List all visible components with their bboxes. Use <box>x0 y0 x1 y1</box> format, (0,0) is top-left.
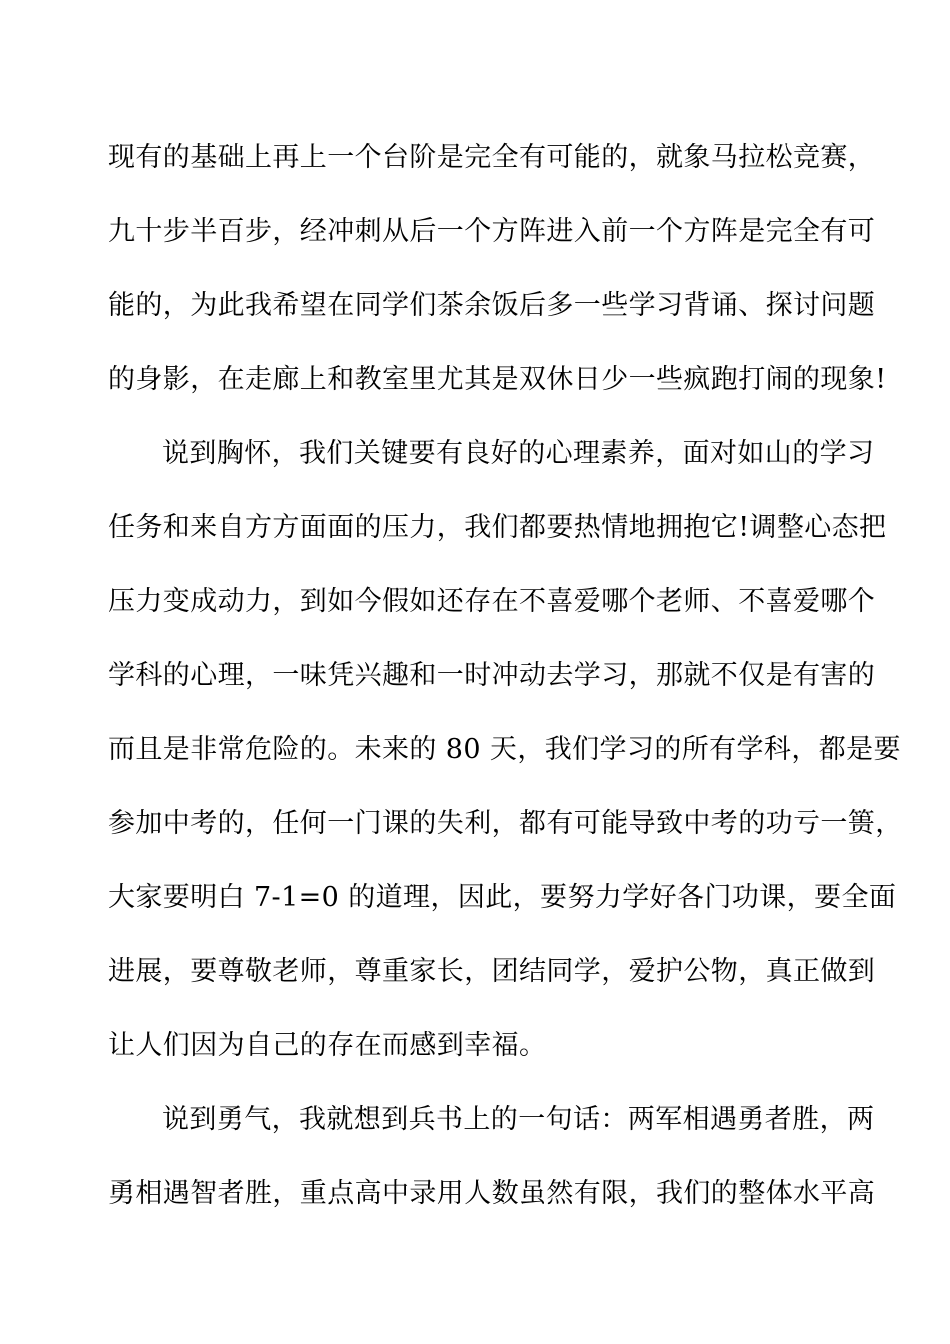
text-line: 任务和来自方方面面的压力，我们都要热情地拥抱它!调整心态把 <box>108 512 887 543</box>
text-line: 而且是非常危险的。未来的 80 天，我们学习的所有学科，都是要 <box>108 734 901 765</box>
text-line: 让人们因为自己的存在而感到幸福。 <box>108 1030 547 1061</box>
text-line: 进展，要尊敬老师，尊重家长，团结同学，爱护公物，真正做到 <box>108 956 876 987</box>
text-line: 现有的基础上再上一个台阶是完全有可能的，就象马拉松竞赛， <box>108 142 876 173</box>
text-line: 参加中考的，任何一门课的失利，都有可能导致中考的功亏一篑， <box>108 808 903 839</box>
document-body <box>108 130 903 1240</box>
text-line: 学科的心理，一味凭兴趣和一时冲动去学习，那就不仅是有害的 <box>108 660 876 691</box>
text-line: 能的，为此我希望在同学们茶余饭后多一些学习背诵、探讨问题 <box>108 290 876 321</box>
text-line: 的身影，在走廊上和教室里尤其是双休日少一些疯跑打闹的现象! <box>108 364 887 395</box>
paragraph-start-line: 说到勇气，我就想到兵书上的一句话：两军相遇勇者胜，两 <box>162 1104 875 1135</box>
text-line: 九十步半百步，经冲刺从后一个方阵进入前一个方阵是完全有可 <box>108 216 876 247</box>
text-line: 大家要明白 7-1=0 的道理，因此，要努力学好各门功课，要全面 <box>108 882 897 913</box>
text-line: 勇相遇智者胜，重点高中录用人数虽然有限，我们的整体水平高 <box>108 1178 876 1209</box>
text-line: 压力变成动力，到如今假如还存在不喜爱哪个老师、不喜爱哪个 <box>108 586 876 617</box>
paragraph-start-line: 说到胸怀，我们关键要有良好的心理素养，面对如山的学习 <box>162 438 875 469</box>
